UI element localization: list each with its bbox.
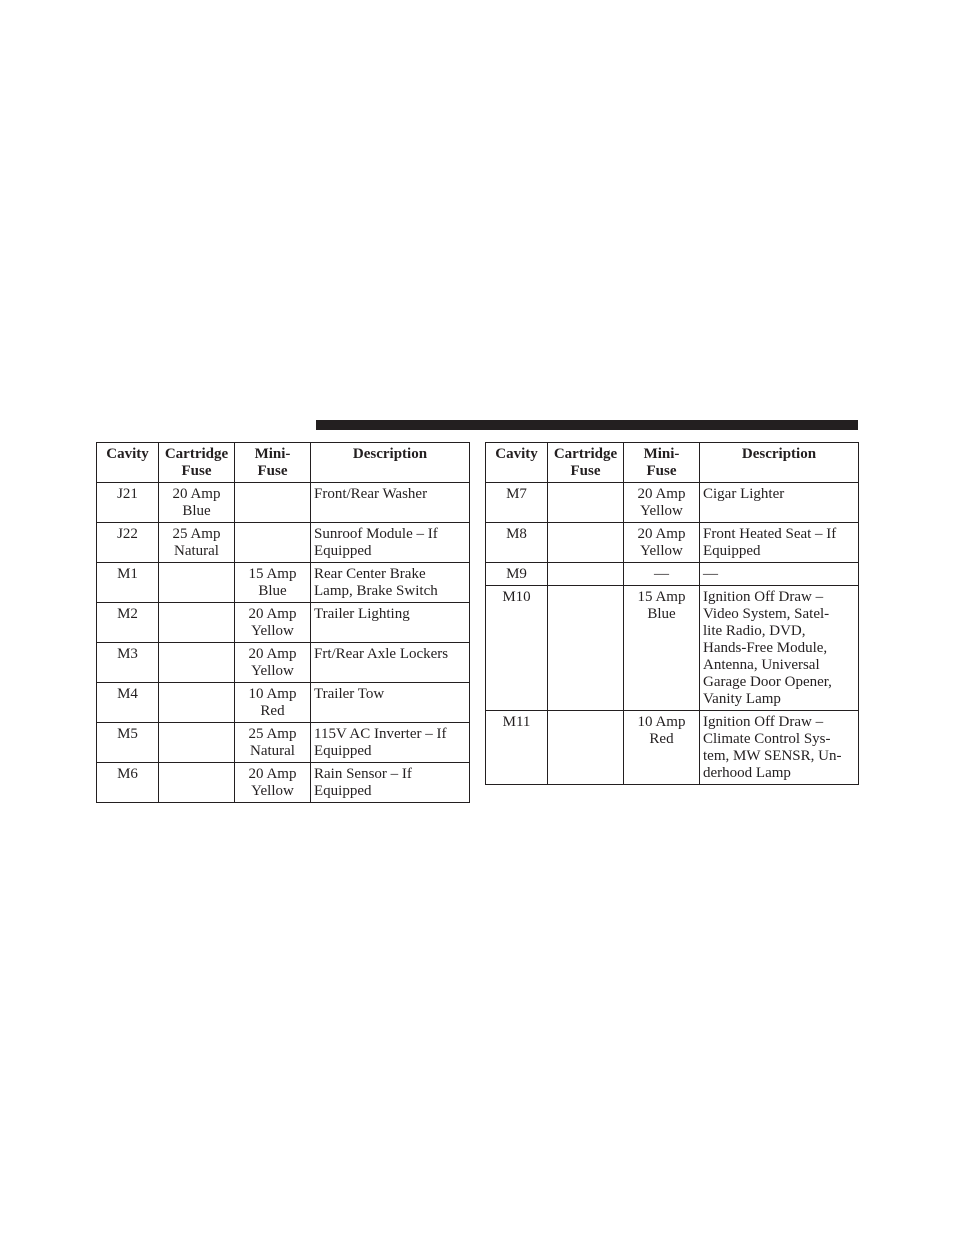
cavity-cell: M8 [486,523,548,563]
description-cell: Front Heated Seat – If Equipped [700,523,859,563]
fuse-table-left-body [97,483,470,803]
table-row [486,586,859,711]
cartridge-fuse-cell [159,643,235,683]
section-header-bar [316,420,858,430]
cartridge-fuse-cell [548,563,624,586]
cartridge-fuse-cell [548,483,624,523]
table-header-row [97,443,470,483]
mini-fuse-cell: 10 Amp Red [624,711,700,785]
cavity-cell: M1 [97,563,159,603]
cavity-cell: M2 [97,603,159,643]
description-cell: Trailer Tow [311,683,470,723]
mini-fuse-cell: 20 Amp Yellow [624,523,700,563]
fuse-table-right [485,442,859,785]
cavity-cell: M10 [486,586,548,711]
table-row [486,711,859,785]
table-row [97,603,470,643]
cartridge-fuse-cell: 20 Amp Blue [159,483,235,523]
cavity-cell: M4 [97,683,159,723]
table-row [97,483,470,523]
fuse-table-right-body [486,483,859,785]
cavity-cell: M9 [486,563,548,586]
table-row [97,763,470,803]
table-row [97,523,470,563]
mini-fuse-cell [235,523,311,563]
column-header-mini-fuse: Mini- Fuse [624,443,700,483]
table-row [97,643,470,683]
table-header-row [486,443,859,483]
table-row [486,563,859,586]
cartridge-fuse-cell: 25 Amp Natural [159,523,235,563]
mini-fuse-cell: 15 Amp Blue [235,563,311,603]
column-header-cavity: Cavity [486,443,548,483]
column-header-cavity: Cavity [97,443,159,483]
table-row [486,483,859,523]
cartridge-fuse-cell [548,711,624,785]
table-row [97,563,470,603]
description-cell: Trailer Lighting [311,603,470,643]
description-cell: Front/Rear Washer [311,483,470,523]
mini-fuse-cell: 25 Amp Natural [235,723,311,763]
mini-fuse-cell: 10 Amp Red [235,683,311,723]
mini-fuse-cell: 20 Amp Yellow [235,643,311,683]
column-header-description: Description [700,443,859,483]
table-row [97,723,470,763]
cavity-cell: M5 [97,723,159,763]
cartridge-fuse-cell [159,603,235,643]
column-header-cartridge-fuse: Cartridge Fuse [548,443,624,483]
cavity-cell: M6 [97,763,159,803]
cavity-cell: M3 [97,643,159,683]
mini-fuse-cell: — [624,563,700,586]
cartridge-fuse-cell [548,586,624,711]
description-cell: Cigar Lighter [700,483,859,523]
cartridge-fuse-cell [159,563,235,603]
cavity-cell: J21 [97,483,159,523]
column-header-cartridge-fuse: Cartridge Fuse [159,443,235,483]
cartridge-fuse-cell [159,723,235,763]
mini-fuse-cell: 20 Amp Yellow [235,603,311,643]
fuse-table-left [96,442,470,803]
column-header-mini-fuse: Mini- Fuse [235,443,311,483]
mini-fuse-cell [235,483,311,523]
cartridge-fuse-cell [548,523,624,563]
description-cell: — [700,563,859,586]
cartridge-fuse-cell [159,683,235,723]
cavity-cell: M11 [486,711,548,785]
description-cell: Rear Center Brake Lamp, Brake Switch [311,563,470,603]
cavity-cell: J22 [97,523,159,563]
cartridge-fuse-cell [159,763,235,803]
description-cell: Sunroof Module – If Equipped [311,523,470,563]
mini-fuse-cell: 20 Amp Yellow [624,483,700,523]
description-cell: Rain Sensor – If Equipped [311,763,470,803]
column-header-description: Description [311,443,470,483]
cavity-cell: M7 [486,483,548,523]
description-cell: Frt/Rear Axle Lockers [311,643,470,683]
table-row [486,523,859,563]
mini-fuse-cell: 20 Amp Yellow [235,763,311,803]
description-cell: 115V AC Inverter – If Equipped [311,723,470,763]
description-cell: Ignition Off Draw – Video System, Satel- lite Radio, DVD, Hands-Free Module, Antenna, Universal Garage Door Opener, Vanity Lamp [700,586,859,711]
table-row [97,683,470,723]
description-cell: Ignition Off Draw – Climate Control Sys- tem, MW SENSR, Un- derhood Lamp [700,711,859,785]
mini-fuse-cell: 15 Amp Blue [624,586,700,711]
